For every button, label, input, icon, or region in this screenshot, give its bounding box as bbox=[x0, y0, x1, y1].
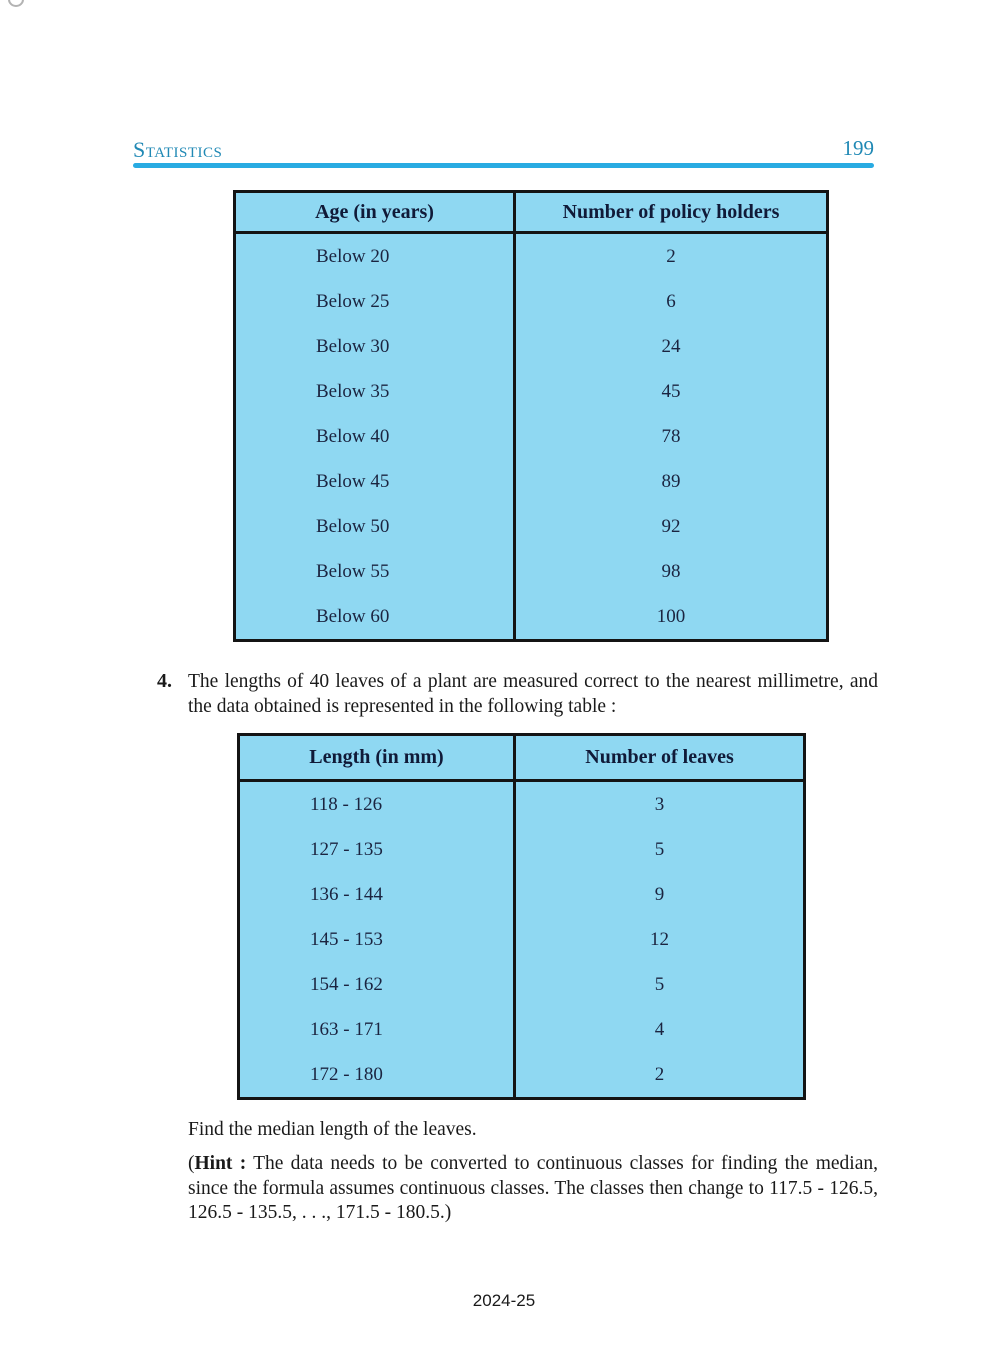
table-row bbox=[240, 1007, 803, 1052]
policy-table-body bbox=[236, 234, 826, 639]
column-header-leaves: Number of leaves bbox=[513, 736, 803, 779]
count-cell: 4 bbox=[513, 1007, 803, 1052]
table-row bbox=[236, 504, 826, 549]
find-median-text: Find the median length of the leaves. bbox=[188, 1119, 477, 1140]
count-cell: 2 bbox=[513, 1052, 803, 1097]
table-row bbox=[240, 827, 803, 872]
question-text: The lengths of 40 leaves of a plant are measured correct to the nearest millimetre, and the data obtained is represented in the following table : bbox=[188, 671, 878, 717]
policy-holders-table bbox=[233, 190, 829, 642]
table-row bbox=[236, 549, 826, 594]
count-cell: 9 bbox=[513, 872, 803, 917]
count-cell: 92 bbox=[513, 504, 826, 549]
age-cell: Below 50 bbox=[316, 515, 390, 537]
table-row bbox=[236, 369, 826, 414]
length-cell: 172 - 180 bbox=[310, 1063, 383, 1085]
table-row bbox=[240, 917, 803, 962]
hint-paragraph bbox=[188, 1152, 878, 1226]
count-cell: 6 bbox=[513, 279, 826, 324]
table-row bbox=[236, 459, 826, 504]
column-header-age: Age (in years) bbox=[315, 200, 434, 223]
length-cell: 118 - 126 bbox=[310, 793, 383, 815]
leaves-length-table bbox=[237, 733, 806, 1100]
age-cell: Below 20 bbox=[316, 245, 390, 267]
age-cell: Below 45 bbox=[316, 470, 390, 492]
count-cell: 12 bbox=[513, 917, 803, 962]
count-cell: 5 bbox=[513, 962, 803, 1007]
scan-artifact bbox=[8, 0, 24, 7]
table-row bbox=[240, 872, 803, 917]
column-header-policy-holders: Number of policy holders bbox=[513, 193, 826, 231]
edition-footer: 2024-25 bbox=[472, 1291, 536, 1310]
count-cell: 78 bbox=[513, 414, 826, 459]
count-cell: 98 bbox=[513, 549, 826, 594]
count-cell: 24 bbox=[513, 324, 826, 369]
page-number: 199 bbox=[842, 136, 874, 160]
count-cell: 2 bbox=[513, 234, 826, 279]
length-cell: 127 - 135 bbox=[310, 838, 383, 860]
age-cell: Below 35 bbox=[316, 380, 390, 402]
policy-table-header-row bbox=[236, 193, 826, 234]
count-cell: 5 bbox=[513, 827, 803, 872]
count-cell: 3 bbox=[513, 782, 803, 827]
length-cell: 154 - 162 bbox=[310, 973, 383, 995]
table-row bbox=[236, 414, 826, 459]
table-row bbox=[240, 1052, 803, 1097]
age-cell: Below 30 bbox=[316, 335, 390, 357]
leaves-table-body bbox=[240, 782, 803, 1097]
column-header-length: Length (in mm) bbox=[309, 746, 444, 768]
chapter-header: Statistics bbox=[133, 137, 223, 162]
hint-open-paren: ( bbox=[188, 1153, 195, 1174]
age-cell: Below 55 bbox=[316, 560, 390, 582]
table-row bbox=[236, 279, 826, 324]
count-cell: 89 bbox=[513, 459, 826, 504]
leaves-table-header-row bbox=[240, 736, 803, 782]
length-cell: 163 - 171 bbox=[310, 1018, 383, 1040]
age-cell: Below 25 bbox=[316, 290, 390, 312]
length-cell: 136 - 144 bbox=[310, 883, 383, 905]
table-row bbox=[236, 234, 826, 279]
table-row bbox=[236, 324, 826, 369]
age-cell: Below 40 bbox=[316, 425, 390, 447]
count-cell: 100 bbox=[513, 594, 826, 639]
hint-body: The data needs to be converted to continuous classes for finding the median, since the formula assumes continuous classes. The classes then change to 117.5 - 126.5, 126.5 - 135.5, . . ., 171.5 - 180.5.) bbox=[188, 1153, 878, 1223]
question-number: 4. bbox=[157, 670, 172, 692]
length-cell: 145 - 153 bbox=[310, 928, 383, 950]
hint-label: Hint : bbox=[194, 1153, 247, 1174]
table-row bbox=[240, 962, 803, 1007]
header-rule bbox=[133, 163, 874, 168]
count-cell: 45 bbox=[513, 369, 826, 414]
table-row bbox=[236, 594, 826, 639]
table-row bbox=[240, 782, 803, 827]
age-cell: Below 60 bbox=[316, 605, 390, 627]
